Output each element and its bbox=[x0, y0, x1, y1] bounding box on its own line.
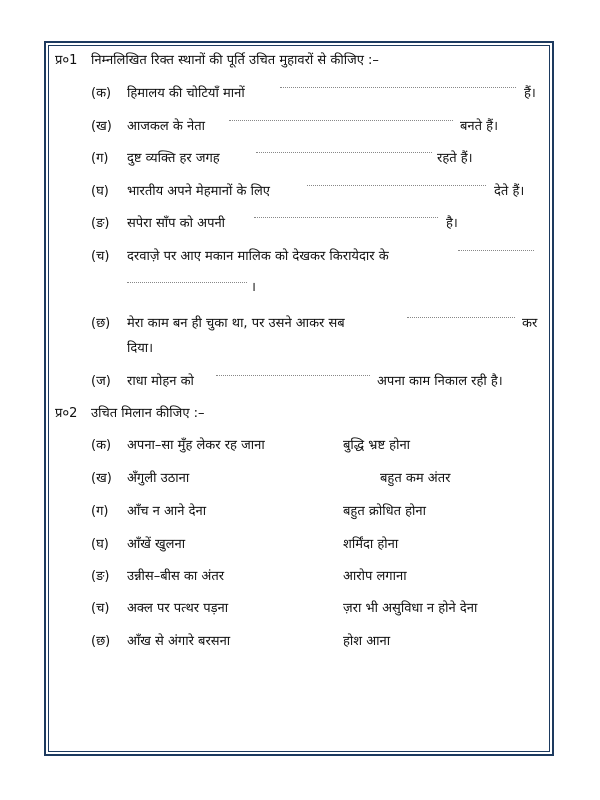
answer-blank[interactable] bbox=[458, 250, 534, 251]
q2-right-item: बुद्धि भ्रष्ट होना bbox=[343, 438, 411, 453]
q1-item-label: (ज) bbox=[91, 374, 111, 389]
q1-item-text-after: है। bbox=[446, 216, 458, 231]
q1-number: प्र०1 bbox=[55, 53, 78, 68]
answer-blank[interactable] bbox=[216, 375, 370, 376]
q2-left-item: उन्नीस–बीस का अंतर bbox=[127, 569, 225, 584]
q1-item-label: (छ) bbox=[91, 316, 111, 331]
q1-item-label: (क) bbox=[91, 86, 112, 101]
q2-item-label: (ग) bbox=[91, 504, 109, 519]
q1-item-label: (ख) bbox=[91, 119, 112, 134]
q1-item-text: भारतीय अपने मेहमानों के लिए bbox=[127, 184, 270, 199]
q2-number: प्र०2 bbox=[55, 406, 78, 421]
q2-left-item: अपना–सा मुँह लेकर रह जाना bbox=[127, 438, 265, 453]
q2-item-label: (छ) bbox=[91, 634, 111, 649]
q1-item-text-after: बनते हैं। bbox=[460, 119, 499, 134]
q1-item-text-after: कर bbox=[522, 316, 538, 331]
q2-left-item: अँगुली उठाना bbox=[127, 471, 190, 486]
q2-left-item: अक्ल पर पत्थर पड़ना bbox=[127, 601, 229, 616]
q2-right-item: आरोप लगाना bbox=[343, 569, 407, 584]
q1-item-label: (घ) bbox=[91, 184, 109, 199]
q1-item-text-continued: दिया। bbox=[127, 341, 154, 356]
q2-left-item: आँच न आने देना bbox=[127, 504, 207, 519]
q1-item-text: दुष्ट व्यक्ति हर जगह bbox=[127, 151, 220, 166]
q2-right-item: शर्मिंदा होना bbox=[343, 537, 399, 552]
answer-blank[interactable] bbox=[229, 120, 453, 121]
q2-item-label: (घ) bbox=[91, 537, 109, 552]
q1-item-label: (च) bbox=[91, 249, 110, 264]
q1-item-text: मेरा काम बन ही चुका था, पर उसने आकर सब bbox=[127, 316, 345, 331]
q2-right-item: बहुत कम अंतर bbox=[380, 471, 451, 486]
q2-title: उचित मिलान कीजिए :– bbox=[91, 406, 205, 421]
q2-right-item: बहुत क्रोधित होना bbox=[343, 504, 426, 519]
q1-item-text: सपेरा साँप को अपनी bbox=[127, 216, 226, 231]
q2-left-item: आँखें खुलना bbox=[127, 537, 186, 552]
q1-item-label: (ग) bbox=[91, 151, 109, 166]
q1-item-text-after: रहते हैं। bbox=[437, 151, 473, 166]
q1-item-text: दरवाज़े पर आए मकान मालिक को देखकर किरायेदार के bbox=[127, 249, 389, 264]
q2-right-item: होश आना bbox=[343, 634, 391, 649]
q2-item-label: (च) bbox=[91, 601, 110, 616]
q2-right-item: ज़रा भी असुविधा न होने देना bbox=[343, 601, 478, 616]
q1-item-text: आजकल के नेता bbox=[127, 119, 205, 134]
q1-item-text: हिमालय की चोटियाँ मानों bbox=[127, 86, 245, 101]
q1-title: निम्नलिखित रिक्त स्थानों की पूर्ति उचित मुहावरों से कीजिए :– bbox=[91, 53, 379, 68]
answer-blank[interactable] bbox=[280, 87, 516, 88]
q1-item-text-after: । bbox=[251, 280, 256, 295]
q1-item-text-after: अपना काम निकाल रही है। bbox=[377, 374, 503, 389]
answer-blank[interactable] bbox=[256, 152, 432, 153]
q1-item-text: राधा मोहन को bbox=[127, 374, 194, 389]
q2-item-label: (ख) bbox=[91, 471, 112, 486]
q1-item-label: (ङ) bbox=[91, 216, 110, 231]
q1-item-text-after: देते हैं। bbox=[494, 184, 525, 199]
q2-left-item: आँख से अंगारे बरसना bbox=[127, 634, 231, 649]
q2-item-label: (क) bbox=[91, 438, 112, 453]
answer-blank[interactable] bbox=[307, 185, 486, 186]
q1-item-text-after: हैं। bbox=[524, 86, 536, 101]
answer-blank-continued[interactable] bbox=[127, 282, 247, 283]
answer-blank[interactable] bbox=[254, 217, 438, 218]
q2-item-label: (ङ) bbox=[91, 569, 110, 584]
answer-blank[interactable] bbox=[407, 317, 515, 318]
